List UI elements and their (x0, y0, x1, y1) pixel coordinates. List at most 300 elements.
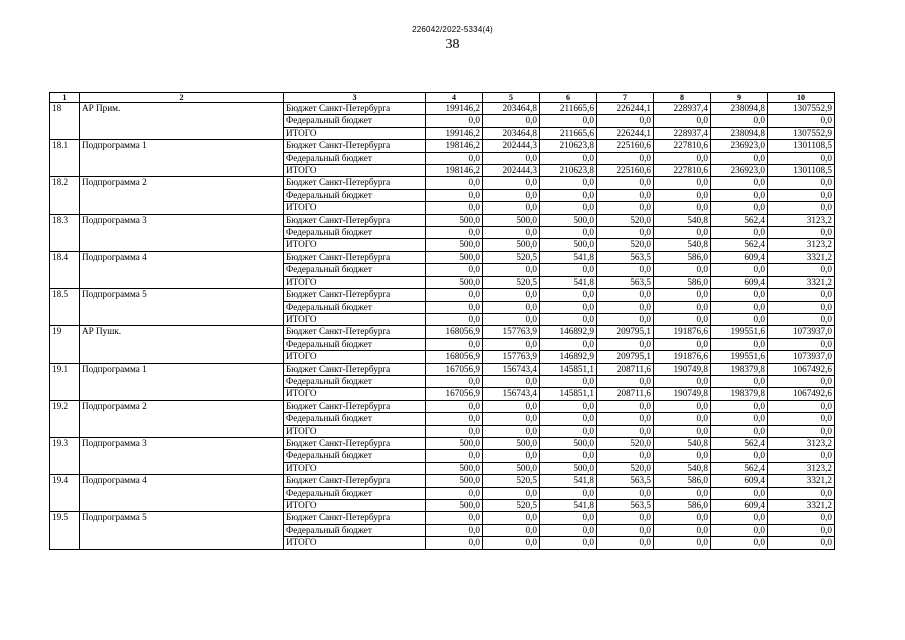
table-body (50, 103, 835, 550)
program-code: 19.5 (50, 512, 80, 549)
amount-cell: 0,0 (711, 189, 768, 201)
amount-cell: 0,0 (540, 202, 597, 214)
funding-source: Бюджет Санкт-Петербурга (284, 140, 426, 152)
amount-cell: 0,0 (711, 289, 768, 301)
amount-cell: 0,0 (597, 400, 654, 412)
amount-cell: 1073937,0 (768, 326, 835, 338)
program-name: Подпрограмма 2 (80, 177, 284, 214)
amount-cell: 0,0 (768, 227, 835, 239)
amount-cell: 198379,8 (711, 388, 768, 400)
amount-cell: 0,0 (426, 425, 483, 437)
amount-cell: 0,0 (426, 313, 483, 325)
amount-cell: 0,0 (483, 450, 540, 462)
funding-source: Федеральный бюджет (284, 375, 426, 387)
amount-cell: 520,0 (597, 214, 654, 226)
table-row (50, 475, 835, 487)
program-code: 18.1 (50, 140, 80, 177)
amount-cell: 0,0 (711, 313, 768, 325)
amount-cell: 1067492,6 (768, 363, 835, 375)
amount-cell: 0,0 (540, 400, 597, 412)
amount-cell: 190749,8 (654, 388, 711, 400)
program-name: Подпрограмма 2 (80, 400, 284, 437)
amount-cell: 0,0 (540, 313, 597, 325)
amount-cell: 238094,8 (711, 127, 768, 139)
amount-cell: 1301108,5 (768, 165, 835, 177)
amount-cell: 0,0 (597, 264, 654, 276)
amount-cell: 500,0 (426, 214, 483, 226)
amount-cell: 168056,9 (426, 326, 483, 338)
amount-cell: 0,0 (711, 512, 768, 524)
amount-cell: 0,0 (426, 189, 483, 201)
amount-cell: 0,0 (768, 338, 835, 350)
amount-cell: 562,4 (711, 437, 768, 449)
amount-cell: 236923,0 (711, 140, 768, 152)
amount-cell: 0,0 (597, 202, 654, 214)
amount-cell: 500,0 (483, 462, 540, 474)
amount-cell: 3123,2 (768, 437, 835, 449)
table-row (50, 326, 835, 338)
amount-cell: 145851,1 (540, 363, 597, 375)
amount-cell: 210623,8 (540, 140, 597, 152)
amount-cell: 0,0 (768, 189, 835, 201)
funding-source: Федеральный бюджет (284, 301, 426, 313)
amount-cell: 0,0 (426, 400, 483, 412)
funding-source: Бюджет Санкт-Петербурга (284, 214, 426, 226)
amount-cell: 0,0 (654, 264, 711, 276)
amount-cell: 0,0 (540, 177, 597, 189)
amount-cell: 238094,8 (711, 103, 768, 115)
amount-cell: 0,0 (768, 400, 835, 412)
amount-cell: 520,0 (597, 462, 654, 474)
amount-cell: 0,0 (654, 313, 711, 325)
amount-cell: 0,0 (426, 177, 483, 189)
amount-cell: 520,0 (597, 239, 654, 251)
amount-cell: 500,0 (426, 251, 483, 263)
amount-cell: 156743,4 (483, 388, 540, 400)
amount-cell: 0,0 (540, 413, 597, 425)
program-code: 18.4 (50, 251, 80, 288)
amount-cell: 168056,9 (426, 351, 483, 363)
amount-cell: 0,0 (597, 487, 654, 499)
amount-cell: 0,0 (540, 537, 597, 549)
amount-cell: 500,0 (426, 462, 483, 474)
amount-cell: 0,0 (597, 152, 654, 164)
amount-cell: 225160,6 (597, 140, 654, 152)
amount-cell: 209795,1 (597, 326, 654, 338)
amount-cell: 0,0 (711, 301, 768, 313)
program-name: Подпрограмма 5 (80, 512, 284, 549)
funding-source: Федеральный бюджет (284, 450, 426, 462)
amount-cell: 228937,4 (654, 127, 711, 139)
column-number: 4 (426, 93, 483, 103)
amount-cell: 609,4 (711, 500, 768, 512)
amount-cell: 0,0 (483, 512, 540, 524)
program-name: Подпрограмма 3 (80, 214, 284, 251)
amount-cell: 0,0 (711, 227, 768, 239)
amount-cell: 1073937,0 (768, 351, 835, 363)
amount-cell: 0,0 (597, 413, 654, 425)
amount-cell: 0,0 (597, 425, 654, 437)
amount-cell: 0,0 (654, 338, 711, 350)
program-code: 19.3 (50, 437, 80, 474)
amount-cell: 0,0 (711, 202, 768, 214)
amount-cell: 0,0 (768, 425, 835, 437)
amount-cell: 0,0 (654, 450, 711, 462)
amount-cell: 0,0 (483, 338, 540, 350)
amount-cell: 3321,2 (768, 500, 835, 512)
amount-cell: 227810,6 (654, 140, 711, 152)
table-row (50, 512, 835, 524)
amount-cell: 0,0 (654, 189, 711, 201)
funding-source: Бюджет Санкт-Петербурга (284, 363, 426, 375)
table-row (50, 437, 835, 449)
funding-source: Федеральный бюджет (284, 264, 426, 276)
amount-cell: 0,0 (483, 400, 540, 412)
amount-cell: 0,0 (711, 115, 768, 127)
amount-cell: 563,5 (597, 251, 654, 263)
amount-cell: 0,0 (540, 115, 597, 127)
amount-cell: 228937,4 (654, 103, 711, 115)
amount-cell: 0,0 (426, 450, 483, 462)
column-number: 2 (80, 93, 284, 103)
amount-cell: 0,0 (711, 264, 768, 276)
amount-cell: 0,0 (426, 512, 483, 524)
funding-source: Федеральный бюджет (284, 487, 426, 499)
funding-source: ИТОГО (284, 202, 426, 214)
amount-cell: 203464,8 (483, 127, 540, 139)
amount-cell: 0,0 (654, 487, 711, 499)
amount-cell: 0,0 (483, 289, 540, 301)
amount-cell: 1067492,6 (768, 388, 835, 400)
amount-cell: 0,0 (597, 338, 654, 350)
table-row (50, 140, 835, 152)
amount-cell: 0,0 (711, 413, 768, 425)
amount-cell: 0,0 (597, 189, 654, 201)
amount-cell: 563,5 (597, 500, 654, 512)
funding-source: ИТОГО (284, 239, 426, 251)
program-name: Подпрограмма 1 (80, 363, 284, 400)
amount-cell: 563,5 (597, 276, 654, 288)
amount-cell: 3123,2 (768, 214, 835, 226)
amount-cell: 3321,2 (768, 276, 835, 288)
column-number: 5 (483, 93, 540, 103)
funding-source: Бюджет Санкт-Петербурга (284, 437, 426, 449)
amount-cell: 0,0 (483, 413, 540, 425)
funding-source: Бюджет Санкт-Петербурга (284, 475, 426, 487)
amount-cell: 0,0 (426, 202, 483, 214)
amount-cell: 1301108,5 (768, 140, 835, 152)
amount-cell: 0,0 (768, 289, 835, 301)
amount-cell: 541,8 (540, 475, 597, 487)
amount-cell: 0,0 (540, 289, 597, 301)
amount-cell: 199551,6 (711, 351, 768, 363)
program-code: 19.4 (50, 475, 80, 512)
page-number: 38 (445, 37, 460, 52)
amount-cell: 0,0 (483, 524, 540, 536)
amount-cell: 0,0 (597, 450, 654, 462)
table-row (50, 400, 835, 412)
amount-cell: 156743,4 (483, 363, 540, 375)
amount-cell: 0,0 (711, 537, 768, 549)
funding-source: Бюджет Санкт-Петербурга (284, 400, 426, 412)
amount-cell: 563,5 (597, 475, 654, 487)
amount-cell: 541,8 (540, 500, 597, 512)
amount-cell: 586,0 (654, 475, 711, 487)
amount-cell: 0,0 (711, 338, 768, 350)
amount-cell: 520,5 (483, 475, 540, 487)
amount-cell: 541,8 (540, 251, 597, 263)
funding-source: Бюджет Санкт-Петербурга (284, 326, 426, 338)
funding-source: Федеральный бюджет (284, 413, 426, 425)
amount-cell: 0,0 (426, 413, 483, 425)
amount-cell: 0,0 (597, 313, 654, 325)
budget-table (49, 92, 835, 550)
amount-cell: 520,5 (483, 500, 540, 512)
amount-cell: 227810,6 (654, 165, 711, 177)
amount-cell: 520,5 (483, 276, 540, 288)
funding-source: ИТОГО (284, 462, 426, 474)
funding-source: ИТОГО (284, 165, 426, 177)
amount-cell: 211665,6 (540, 103, 597, 115)
amount-cell: 0,0 (654, 289, 711, 301)
amount-cell: 209795,1 (597, 351, 654, 363)
amount-cell: 0,0 (483, 375, 540, 387)
amount-cell: 0,0 (768, 524, 835, 536)
amount-cell: 0,0 (426, 301, 483, 313)
amount-cell: 3123,2 (768, 462, 835, 474)
amount-cell: 500,0 (426, 239, 483, 251)
amount-cell: 609,4 (711, 251, 768, 263)
amount-cell: 520,5 (483, 251, 540, 263)
table-row (50, 289, 835, 301)
amount-cell: 198146,2 (426, 140, 483, 152)
amount-cell: 0,0 (540, 425, 597, 437)
amount-cell: 0,0 (654, 512, 711, 524)
amount-cell: 210623,8 (540, 165, 597, 177)
amount-cell: 0,0 (426, 289, 483, 301)
amount-cell: 0,0 (711, 524, 768, 536)
amount-cell: 198146,2 (426, 165, 483, 177)
funding-source: ИТОГО (284, 425, 426, 437)
amount-cell: 236923,0 (711, 165, 768, 177)
program-name: Подпрограмма 1 (80, 140, 284, 177)
amount-cell: 3123,2 (768, 239, 835, 251)
amount-cell: 520,0 (597, 437, 654, 449)
funding-source: Бюджет Санкт-Петербурга (284, 103, 426, 115)
amount-cell: 0,0 (597, 524, 654, 536)
column-number: 6 (540, 93, 597, 103)
funding-source: ИТОГО (284, 127, 426, 139)
amount-cell: 167056,9 (426, 388, 483, 400)
amount-cell: 199551,6 (711, 326, 768, 338)
program-name: Подпрограмма 3 (80, 437, 284, 474)
amount-cell: 0,0 (540, 189, 597, 201)
program-name: Подпрограмма 4 (80, 251, 284, 288)
funding-source: Федеральный бюджет (284, 524, 426, 536)
amount-cell: 609,4 (711, 276, 768, 288)
amount-cell: 3321,2 (768, 475, 835, 487)
amount-cell: 199146,2 (426, 127, 483, 139)
amount-cell: 586,0 (654, 276, 711, 288)
amount-cell: 0,0 (483, 313, 540, 325)
amount-cell: 0,0 (540, 375, 597, 387)
document-registration-number: 226042/2022-5334(4) (412, 25, 493, 34)
amount-cell: 0,0 (483, 227, 540, 239)
amount-cell: 0,0 (711, 152, 768, 164)
amount-cell: 500,0 (540, 214, 597, 226)
amount-cell: 0,0 (768, 301, 835, 313)
funding-source: Федеральный бюджет (284, 115, 426, 127)
amount-cell: 0,0 (711, 450, 768, 462)
amount-cell: 190749,8 (654, 363, 711, 375)
amount-cell: 0,0 (768, 115, 835, 127)
amount-cell: 1307552,9 (768, 103, 835, 115)
amount-cell: 0,0 (711, 487, 768, 499)
amount-cell: 208711,6 (597, 388, 654, 400)
amount-cell: 0,0 (654, 375, 711, 387)
amount-cell: 540,8 (654, 462, 711, 474)
amount-cell: 0,0 (597, 301, 654, 313)
funding-source: Бюджет Санкт-Петербурга (284, 177, 426, 189)
funding-source: ИТОГО (284, 537, 426, 549)
program-name: Подпрограмма 5 (80, 289, 284, 326)
amount-cell: 0,0 (426, 524, 483, 536)
amount-cell: 562,4 (711, 462, 768, 474)
table-row (50, 363, 835, 375)
funding-source: ИТОГО (284, 351, 426, 363)
table-row (50, 214, 835, 226)
amount-cell: 0,0 (768, 177, 835, 189)
amount-cell: 146892,9 (540, 326, 597, 338)
amount-cell: 500,0 (426, 500, 483, 512)
amount-cell: 199146,2 (426, 103, 483, 115)
funding-source: Федеральный бюджет (284, 152, 426, 164)
amount-cell: 0,0 (711, 400, 768, 412)
amount-cell: 0,0 (711, 177, 768, 189)
funding-source: Бюджет Санкт-Петербурга (284, 251, 426, 263)
funding-source: ИТОГО (284, 388, 426, 400)
amount-cell: 500,0 (483, 437, 540, 449)
amount-cell: 157763,9 (483, 326, 540, 338)
amount-cell: 0,0 (654, 177, 711, 189)
amount-cell: 500,0 (426, 276, 483, 288)
program-code: 18.2 (50, 177, 80, 214)
amount-cell: 1307552,9 (768, 127, 835, 139)
funding-source: ИТОГО (284, 500, 426, 512)
column-number: 10 (768, 93, 835, 103)
amount-cell: 202444,3 (483, 165, 540, 177)
amount-cell: 0,0 (654, 537, 711, 549)
amount-cell: 0,0 (711, 425, 768, 437)
amount-cell: 0,0 (654, 524, 711, 536)
funding-source: Бюджет Санкт-Петербурга (284, 512, 426, 524)
amount-cell: 0,0 (768, 413, 835, 425)
amount-cell: 0,0 (768, 264, 835, 276)
amount-cell: 0,0 (768, 487, 835, 499)
amount-cell: 0,0 (768, 313, 835, 325)
amount-cell: 0,0 (597, 115, 654, 127)
amount-cell: 146892,9 (540, 351, 597, 363)
amount-cell: 0,0 (540, 450, 597, 462)
program-code: 18.3 (50, 214, 80, 251)
amount-cell: 0,0 (768, 512, 835, 524)
amount-cell: 226244,1 (597, 127, 654, 139)
amount-cell: 0,0 (483, 189, 540, 201)
amount-cell: 540,8 (654, 239, 711, 251)
amount-cell: 500,0 (540, 239, 597, 251)
amount-cell: 0,0 (540, 487, 597, 499)
amount-cell: 0,0 (426, 115, 483, 127)
table-row (50, 103, 835, 115)
amount-cell: 500,0 (426, 475, 483, 487)
amount-cell: 0,0 (483, 425, 540, 437)
amount-cell: 0,0 (426, 487, 483, 499)
program-code: 19 (50, 326, 80, 363)
program-name: Подпрограмма 4 (80, 475, 284, 512)
amount-cell: 0,0 (768, 450, 835, 462)
amount-cell: 0,0 (426, 152, 483, 164)
amount-cell: 0,0 (597, 177, 654, 189)
amount-cell: 0,0 (768, 152, 835, 164)
table-row (50, 177, 835, 189)
amount-cell: 0,0 (711, 375, 768, 387)
amount-cell: 225160,6 (597, 165, 654, 177)
column-number-row (50, 93, 835, 103)
amount-cell: 3321,2 (768, 251, 835, 263)
column-number: 1 (50, 93, 80, 103)
amount-cell: 0,0 (654, 400, 711, 412)
program-code: 18.5 (50, 289, 80, 326)
amount-cell: 500,0 (540, 462, 597, 474)
amount-cell: 167056,9 (426, 363, 483, 375)
amount-cell: 0,0 (483, 115, 540, 127)
column-number: 3 (284, 93, 426, 103)
amount-cell: 0,0 (654, 202, 711, 214)
amount-cell: 0,0 (540, 524, 597, 536)
amount-cell: 191876,6 (654, 326, 711, 338)
amount-cell: 157763,9 (483, 351, 540, 363)
amount-cell: 198379,8 (711, 363, 768, 375)
funding-source: ИТОГО (284, 276, 426, 288)
amount-cell: 609,4 (711, 475, 768, 487)
amount-cell: 500,0 (483, 239, 540, 251)
amount-cell: 0,0 (540, 152, 597, 164)
amount-cell: 191876,6 (654, 351, 711, 363)
program-code: 18 (50, 103, 80, 140)
amount-cell: 0,0 (483, 301, 540, 313)
amount-cell: 0,0 (654, 301, 711, 313)
amount-cell: 226244,1 (597, 103, 654, 115)
amount-cell: 0,0 (597, 512, 654, 524)
table-row (50, 251, 835, 263)
amount-cell: 540,8 (654, 437, 711, 449)
amount-cell: 0,0 (597, 375, 654, 387)
amount-cell: 0,0 (597, 227, 654, 239)
amount-cell: 0,0 (426, 338, 483, 350)
amount-cell: 0,0 (768, 537, 835, 549)
funding-source: Федеральный бюджет (284, 189, 426, 201)
amount-cell: 0,0 (540, 264, 597, 276)
amount-cell: 0,0 (540, 338, 597, 350)
column-number: 7 (597, 93, 654, 103)
amount-cell: 586,0 (654, 251, 711, 263)
amount-cell: 500,0 (426, 437, 483, 449)
funding-source: ИТОГО (284, 313, 426, 325)
amount-cell: 145851,1 (540, 388, 597, 400)
amount-cell: 0,0 (483, 177, 540, 189)
amount-cell: 0,0 (483, 487, 540, 499)
amount-cell: 0,0 (654, 227, 711, 239)
